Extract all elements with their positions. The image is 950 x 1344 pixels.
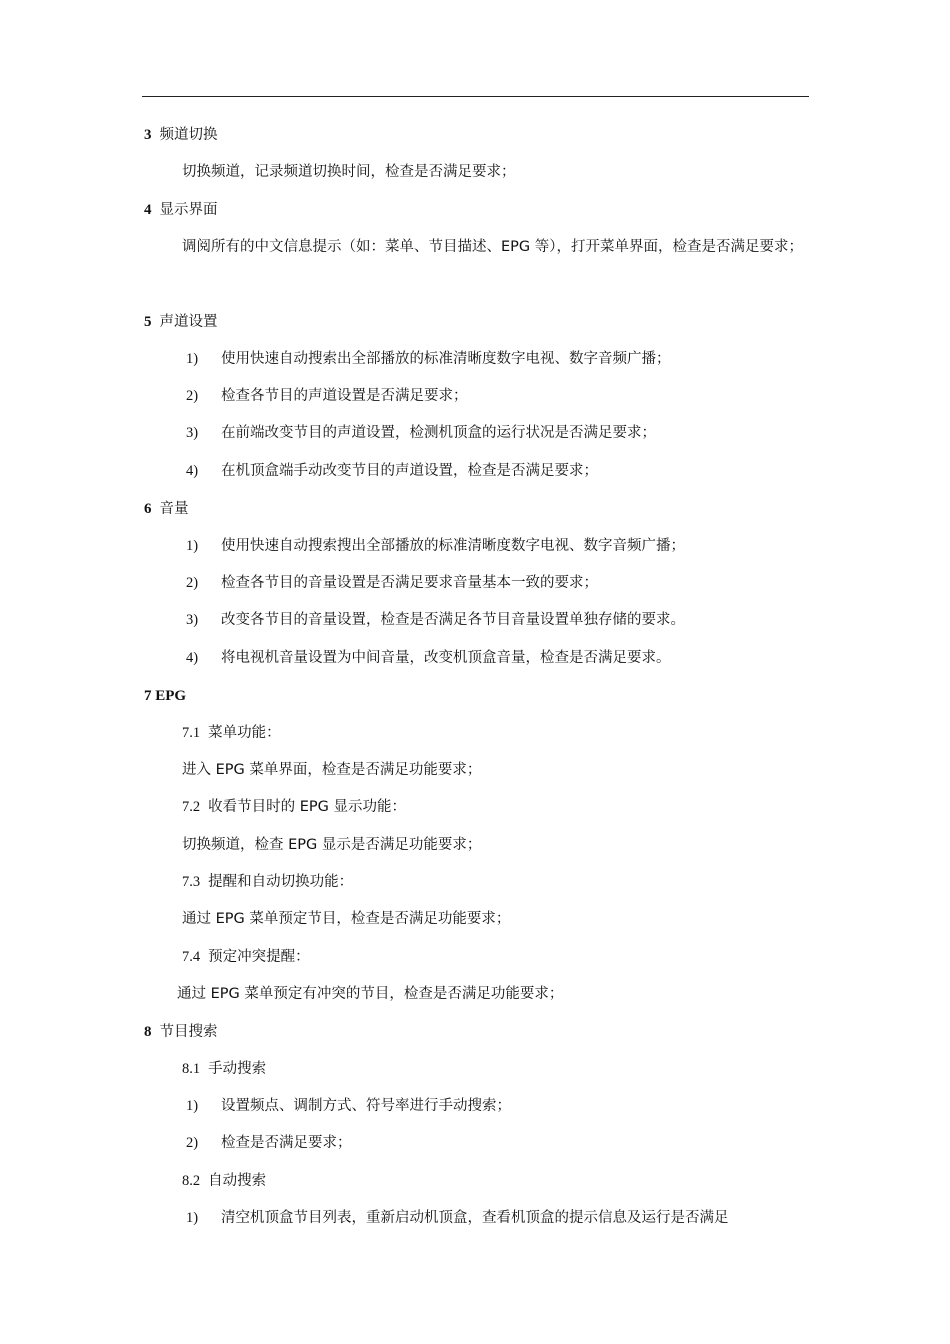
list-text: 在机顶盒端手动改变节目的声道设置，检查是否满足要求； bbox=[221, 463, 598, 479]
section-number: 5 bbox=[144, 314, 152, 330]
subsection-title: 提醒和自动切换功能： bbox=[208, 874, 354, 890]
section-8-heading bbox=[144, 1021, 218, 1041]
subsection-heading bbox=[182, 947, 310, 967]
subsection-heading bbox=[182, 1171, 266, 1191]
list-item bbox=[186, 1096, 511, 1116]
subsection-number: 7.3 bbox=[182, 874, 201, 890]
subsection-number: 8.2 bbox=[182, 1173, 201, 1189]
section-heading-text: 7 EPG bbox=[144, 688, 187, 704]
list-item bbox=[186, 1208, 729, 1228]
list-item bbox=[186, 349, 671, 369]
list-number: 1) bbox=[186, 1210, 199, 1226]
list-number: 1) bbox=[186, 351, 199, 367]
list-text: 改变各节目的音量设置，检查是否满足各节目音量设置单独存储的要求。 bbox=[221, 612, 685, 628]
section-title: 声道设置 bbox=[159, 314, 218, 330]
subsection-heading bbox=[182, 723, 281, 743]
list-item bbox=[186, 648, 671, 668]
subsection-text: 通过 EPG 菜单预定节目，检查是否满足功能要求； bbox=[182, 911, 511, 927]
list-text: 将电视机音量设置为中间音量，改变机顶盒音量，检查是否满足要求。 bbox=[221, 650, 671, 666]
subsection-text: 进入 EPG 菜单界面，检查是否满足功能要求； bbox=[182, 762, 482, 778]
list-number: 3) bbox=[186, 612, 199, 628]
section-4-text: 调阅所有的中文信息提示（如：菜单、节目描述、EPG 等），打开菜单界面，检查是否满足要求； bbox=[182, 239, 803, 255]
list-text: 清空机顶盒节目列表，重新启动机顶盒，查看机顶盒的提示信息及运行是否满足 bbox=[221, 1210, 729, 1226]
section-7-heading bbox=[144, 685, 186, 705]
list-number: 2) bbox=[186, 1135, 199, 1151]
subsection-number: 8.1 bbox=[182, 1061, 201, 1077]
section-number: 8 bbox=[144, 1024, 152, 1040]
section-4-heading bbox=[144, 199, 218, 219]
subsection-title: 预定冲突提醒： bbox=[208, 949, 310, 965]
list-item bbox=[186, 423, 656, 443]
subsection-text: 通过 EPG 菜单预定有冲突的节目，检查是否满足功能要求； bbox=[177, 986, 564, 1002]
list-text: 在前端改变节目的声道设置，检测机顶盒的运行状况是否满足要求； bbox=[221, 425, 656, 441]
subsection-number: 7.4 bbox=[182, 949, 201, 965]
list-text: 检查各节目的声道设置是否满足要求； bbox=[221, 388, 468, 404]
section-number: 4 bbox=[144, 202, 152, 218]
list-item bbox=[186, 536, 685, 556]
list-number: 2) bbox=[186, 388, 199, 404]
subsection-heading bbox=[182, 1059, 266, 1079]
section-number: 3 bbox=[144, 127, 152, 143]
subsection-heading bbox=[182, 797, 406, 817]
section-title: 音量 bbox=[159, 501, 189, 517]
list-number: 4) bbox=[186, 463, 199, 479]
list-number: 1) bbox=[186, 538, 199, 554]
section-6-heading bbox=[144, 498, 189, 518]
list-item bbox=[186, 461, 598, 481]
subsection-number: 7.1 bbox=[182, 725, 201, 741]
section-3-heading bbox=[144, 124, 218, 144]
subsection-heading bbox=[182, 872, 353, 892]
subsection-number: 7.2 bbox=[182, 799, 201, 815]
list-text: 使用快速自动搜索出全部播放的标准清晰度数字电视、数字音频广播； bbox=[221, 351, 671, 367]
subsection-title: 收看节目时的 EPG 显示功能： bbox=[208, 799, 406, 815]
list-number: 1) bbox=[186, 1098, 199, 1114]
list-number: 4) bbox=[186, 650, 199, 666]
list-item bbox=[186, 1133, 352, 1153]
list-text: 设置频点、调制方式、符号率进行手动搜索； bbox=[221, 1098, 511, 1114]
subsection-title: 自动搜索 bbox=[208, 1173, 267, 1189]
list-text: 检查各节目的音量设置是否满足要求音量基本一致的要求； bbox=[221, 575, 598, 591]
section-title: 显示界面 bbox=[159, 202, 218, 218]
list-text: 检查是否满足要求； bbox=[221, 1135, 352, 1151]
section-title: 频道切换 bbox=[159, 127, 218, 143]
list-number: 3) bbox=[186, 425, 199, 441]
subsection-title: 手动搜索 bbox=[208, 1061, 267, 1077]
subsection-text: 切换频道，检查 EPG 显示是否满足功能要求； bbox=[182, 837, 482, 853]
section-3-text: 切换频道，记录频道切换时间，检查是否满足要求； bbox=[182, 164, 516, 180]
list-item bbox=[186, 573, 598, 593]
list-number: 2) bbox=[186, 575, 199, 591]
section-5-heading bbox=[144, 311, 218, 331]
subsection-title: 菜单功能： bbox=[208, 725, 281, 741]
list-item bbox=[186, 610, 685, 630]
section-number: 6 bbox=[144, 501, 152, 517]
section-title: 节目搜索 bbox=[159, 1024, 218, 1040]
list-item bbox=[186, 386, 468, 406]
header-rule bbox=[142, 96, 809, 97]
list-text: 使用快速自动搜索搜出全部播放的标准清晰度数字电视、数字音频广播； bbox=[221, 538, 685, 554]
